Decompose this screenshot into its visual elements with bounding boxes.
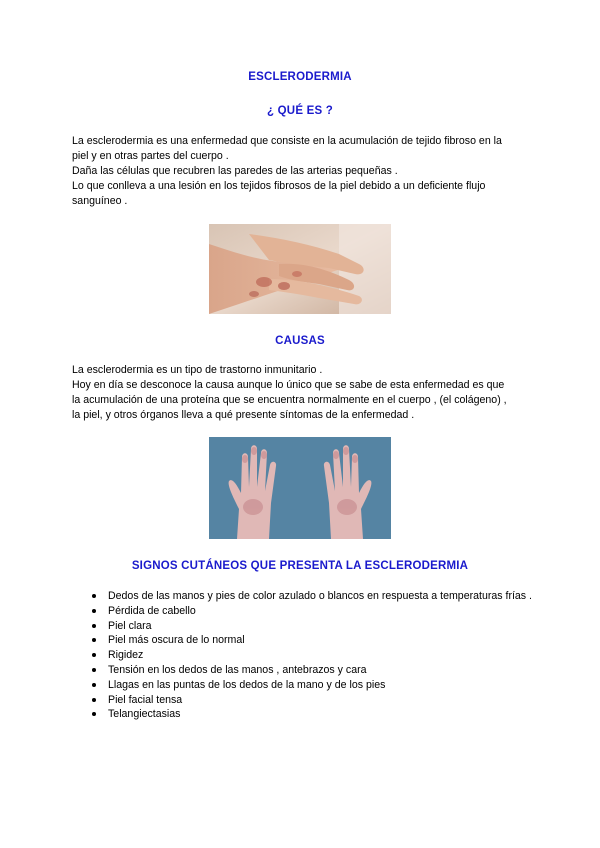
signs-list <box>92 589 532 722</box>
photo-hands-blue-background <box>209 437 391 539</box>
photo-hands-lesions <box>209 224 391 314</box>
list-item: Telangiectasias <box>92 707 532 722</box>
text-line: la acumulación de una proteína que se encuentra normalmente en el cuerpo , (el colágeno) , <box>72 394 507 406</box>
text-line: Hoy en día se desconoce la causa aunque lo único que se sabe de esta enfermedad es que <box>72 379 505 391</box>
list-item: Pérdida de cabello <box>92 604 532 619</box>
section-heading-causas: CAUSAS <box>275 335 325 347</box>
list-item: Piel facial tensa <box>92 693 532 708</box>
list-item: Piel más oscura de lo normal <box>92 633 532 648</box>
text-line: piel y en otras partes del cuerpo . <box>72 150 229 162</box>
list-item: Dedos de las manos y pies de color azulado o blancos en respuesta a temperaturas frías . <box>92 589 532 604</box>
section-heading-signos: SIGNOS CUTÁNEOS QUE PRESENTA LA ESCLERODERMIA <box>131 560 469 572</box>
page-title: ESCLERODERMIA <box>248 71 352 83</box>
text-line: La esclerodermia es una enfermedad que consiste en la acumulación de tejido fibroso en la <box>72 135 502 147</box>
paragraph-que-es <box>72 134 532 209</box>
list-item: Piel clara <box>92 619 532 634</box>
list-item: Llagas en las puntas de los dedos de la mano y de los pies <box>92 678 532 693</box>
text-line: Lo que conlleva a una lesión en los tejidos fibrosos de la piel debido a un deficiente flujo <box>72 180 486 192</box>
text-line: sanguíneo . <box>72 195 128 207</box>
text-line: La esclerodermia es un tipo de trastorno inmunitario . <box>72 364 323 376</box>
text-line: Daña las células que recubren las paredes de las arterias pequeñas . <box>72 165 398 177</box>
text-line: la piel, y otros órganos lleva a qué presente síntomas de la enfermedad . <box>72 409 415 421</box>
list-item: Rigidez <box>92 648 532 663</box>
list-item: Tensión en los dedos de las manos , antebrazos y cara <box>92 663 532 678</box>
paragraph-causas <box>72 363 532 423</box>
section-heading-que-es: ¿ QUÉ ES ? <box>267 105 333 117</box>
